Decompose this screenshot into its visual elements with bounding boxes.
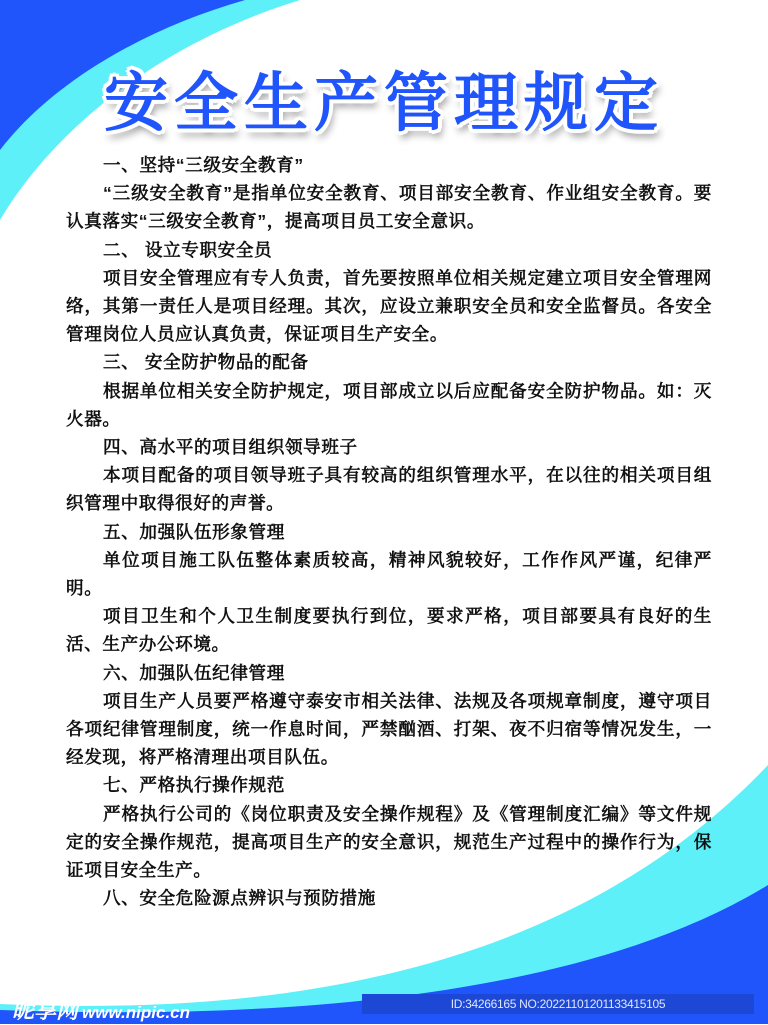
page-title: 安全生产管理规定 (104, 67, 664, 139)
paragraph: 项目生产人员要严格遵守泰安市相关法律、法规及各项规章制度，遵守项目各项纪律管理制度，统一作息时间，严禁酗酒、打架、夜不归宿等情况发生，一经发现，将严格清理出项目队伍。 (66, 690, 712, 768)
watermark-logo: 昵享网 (12, 998, 79, 1023)
section-heading: 二、 设立专职安全员 (103, 239, 273, 260)
paragraph: 本项目配备的项目领导班子具有较高的组织管理水平，在以往的相关项目组织管理中取得很好的声誉。 (66, 465, 712, 514)
section-heading: 四、高水平的项目组织领导班子 (103, 437, 358, 458)
regulation-body (66, 151, 712, 912)
watermark-url: www.nipic.cn (82, 1003, 191, 1022)
paragraph: 严格执行公司的《岗位职责及安全操作规程》及《管理制度汇编》等文件规定的安全操作规范，提高项目生产的安全意识，规范生产过程中的操作行为，保证项目安全生产。 (66, 803, 712, 881)
section-heading: 三、 安全防护物品的配备 (103, 352, 309, 373)
image-id-label: ID:34266165 NO:20221101201133415105 (362, 994, 754, 1014)
section-heading: 一、坚持“三级安全教育” (103, 155, 304, 175)
paragraph: 项目卫生和个人卫生制度要执行到位，要求严格，项目部要具有良好的生活、生产办公环境。 (66, 606, 712, 655)
section-heading: 六、加强队伍纪律管理 (103, 662, 285, 683)
watermark (12, 994, 190, 1025)
paragraph: 根据单位相关安全防护规定，项目部成立以后应配备安全防护物品。如：灭火器。 (66, 380, 712, 429)
section-heading: 八、安全危险源点辨识与预防措施 (103, 888, 376, 909)
section-heading: 五、加强队伍形象管理 (103, 521, 285, 542)
paragraph: 单位项目施工队伍整体素质较高，精神风貌较好，工作作风严谨，纪律严明。 (66, 549, 712, 599)
paragraph: 项目安全管理应有专人负责，首先要按照单位相关规定建立项目安全管理网络，其第一责任人是项目经理。其次，应设立兼职安全员和安全监督员。各安全管理岗位人员应认真负责，保证项目生产安全。 (66, 267, 712, 345)
paragraph: “三级安全教育”是指单位安全教育、项目部安全教育、作业组安全教育。要认真落实“三级安全教育”，提高项目员工安全意识。 (66, 183, 712, 232)
section-heading: 七、严格执行操作规范 (103, 775, 285, 796)
